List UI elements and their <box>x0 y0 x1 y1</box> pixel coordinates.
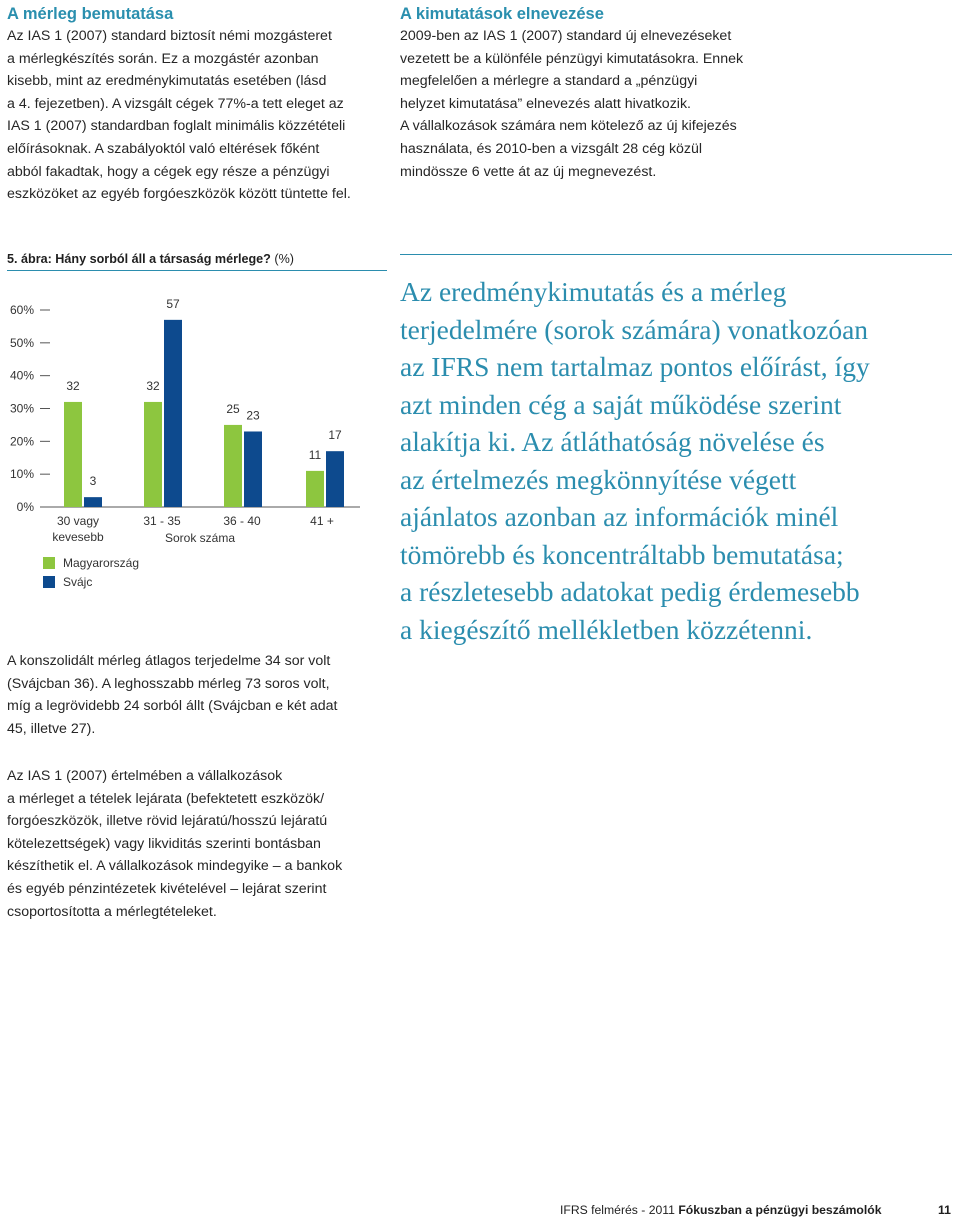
bar-value-label: 17 <box>328 428 342 443</box>
category-label-3: 36 - 40 <box>223 514 261 528</box>
bar-value-label: 25 <box>226 401 240 416</box>
text-line: A konszolidált mérleg átlagos terjedelme 34 sor volt <box>7 653 331 669</box>
figure-title-text: 5. ábra: Hány sorból áll a társaság mérlege? <box>7 252 271 266</box>
text-line: a mérleget a tételek lejárata (befektetett eszközök/ <box>7 790 325 807</box>
text-line: Az eredménykimutatás és a mérleg <box>400 276 787 307</box>
section-paragraph <box>400 25 950 183</box>
figure-title-unit: (%) <box>274 252 294 266</box>
bar-magyarorszag <box>224 425 242 507</box>
bar-value-label: 23 <box>246 408 260 423</box>
text-line: azt minden cég a saját működése szerint <box>400 388 842 420</box>
x-axis-title: Sorok száma <box>164 531 236 545</box>
text-line: alakítja ki. Az átláthatóság növelése és <box>400 426 825 457</box>
page-number-text: 11 <box>938 1203 951 1217</box>
text-line: abból fakadtak, hogy a cégek egy része a pénzügyi <box>7 163 330 180</box>
figure-title-rule <box>7 270 387 271</box>
bottom-paragraph <box>7 765 387 923</box>
text-line: és egyéb pénzintézetek kivételével – lejárat szerint <box>7 880 327 897</box>
text-line: csoportosította a mérlegtételeket. <box>7 903 217 920</box>
bar-value-label: 3 <box>89 474 97 489</box>
category-label-2: 31 - 35 <box>143 514 181 528</box>
legend-label: Magyarország <box>63 556 140 570</box>
text-line: eszközöket az egyéb forgóeszközök között tüntette fel. <box>7 186 351 203</box>
y-tick-label: 50% <box>9 335 34 350</box>
text-line: tömörebb és koncentráltabb bemutatása; <box>400 538 844 570</box>
text-line: helyzet kimutatása” elnevezés alatt hivatkozik. <box>400 95 691 112</box>
section-heading: A kimutatások elnevezése <box>400 5 604 23</box>
bar-value-label: 32 <box>66 378 80 393</box>
figure-title <box>7 252 294 266</box>
bar-value-label: 57 <box>166 296 180 311</box>
bar-svajc <box>84 497 102 507</box>
text-line: használata, és 2010-ben a vizsgált 28 cég közül <box>400 140 703 157</box>
legend-item-magyarorszag <box>43 556 139 570</box>
bar-value-label: 11 <box>308 447 322 462</box>
y-tick-label: 0% <box>16 500 34 514</box>
y-tick-label: 30% <box>9 401 34 416</box>
bar-magyarorszag <box>306 471 324 507</box>
legend-swatch <box>43 576 55 588</box>
text-line: ajánlatos azonban az információk minél <box>400 501 839 532</box>
page-number <box>938 1203 951 1217</box>
category-label-4: 41 + <box>310 514 334 528</box>
text-line: megfelelően a mérlegre a standard a „pénzügyi <box>400 73 698 90</box>
text-line: mindössze 6 vette át az új megnevezést. <box>400 163 657 180</box>
bar-svajc <box>164 320 182 507</box>
text-line: a kiegészítő mellékletben közzétenni. <box>400 613 813 645</box>
section-merleg-bemutatasa <box>7 3 387 206</box>
text-line: Az IAS 1 (2007) értelmében a vállalkozások <box>7 768 283 784</box>
bar-magyarorszag <box>144 402 162 507</box>
legend-label: Svájc <box>63 575 93 589</box>
y-tick-label: 40% <box>9 368 34 383</box>
text-line: vezetett be a különféle pénzügyi kimutatásokra. Ennek <box>400 50 744 67</box>
text-line: a mérlegkészítés során. Ez a mozgástér azonban <box>7 50 319 67</box>
text-line: 45, illetve 27). <box>7 720 96 737</box>
bar-svajc <box>326 451 344 507</box>
footer-title: Fókuszban a pénzügyi beszámolók <box>678 1203 882 1217</box>
text-line: az értelmezés megkönnyítése végett <box>400 463 797 495</box>
text-line: Az IAS 1 (2007) standard biztosít némi mozgásteret <box>7 28 332 44</box>
bar-chart <box>0 280 390 530</box>
legend-item-svajc <box>43 575 139 589</box>
text-line: A vállalkozások számára nem kötelező az új kifejezés <box>400 118 737 135</box>
category-label-line: 30 vagy <box>56 514 100 528</box>
section-kimutatasok-elnevezese <box>400 3 950 183</box>
chart-note <box>7 650 387 740</box>
category-label-line: kevesebb <box>52 530 104 544</box>
legend-swatch <box>43 557 55 569</box>
text-line: forgóeszközök, illetve rövid lejáratú/hosszú lejáratú <box>7 813 328 830</box>
text-line: a 4. fejezetben). A vizsgált cégek 77%-a tett eleget az <box>7 95 344 112</box>
bar-value-label: 32 <box>146 378 160 393</box>
text-line: kisebb, mint az eredménykimutatás esetében (lásd <box>7 73 327 90</box>
text-line: míg a legrövidebb 24 sorból állt (Svájcban e két adat <box>7 698 338 715</box>
text-line: 2009-ben az IAS 1 (2007) standard új elnevezéseket <box>400 28 732 44</box>
chart-legend <box>43 556 139 589</box>
footer-left: IFRS felmérés - 2011 <box>560 1203 675 1217</box>
text-line: az IFRS nem tartalmaz pontos előírást, így <box>400 351 870 382</box>
pull-quote <box>400 273 955 648</box>
pull-quote-rule <box>400 254 952 255</box>
category-label-1 <box>48 513 108 545</box>
text-line: készíthetik el. A vállalkozások mindegyike – a bankok <box>7 858 343 875</box>
page-footer <box>560 1203 881 1217</box>
text-line: előírásoknak. A szabályoktól való eltérések főként <box>7 140 320 157</box>
text-line: kötelezettségek) vagy likviditás szerinti bontásban <box>7 835 321 852</box>
text-line: terjedelmére (sorok számára) vonatkozóan <box>400 313 869 345</box>
bar-svajc <box>244 431 262 507</box>
y-tick-label: 60% <box>9 303 34 317</box>
text-line: IAS 1 (2007) standardban foglalt minimális közzétételi <box>7 118 346 135</box>
text-line: (Svájcban 36). A leghosszabb mérleg 73 soros volt, <box>7 675 330 692</box>
section-paragraph <box>7 25 387 206</box>
text-line: a részletesebb adatokat pedig érdemesebb <box>400 576 860 607</box>
y-tick-label: 20% <box>9 434 34 449</box>
bar-magyarorszag <box>64 402 82 507</box>
y-tick-label: 10% <box>9 467 34 482</box>
section-heading: A mérleg bemutatása <box>7 5 174 23</box>
